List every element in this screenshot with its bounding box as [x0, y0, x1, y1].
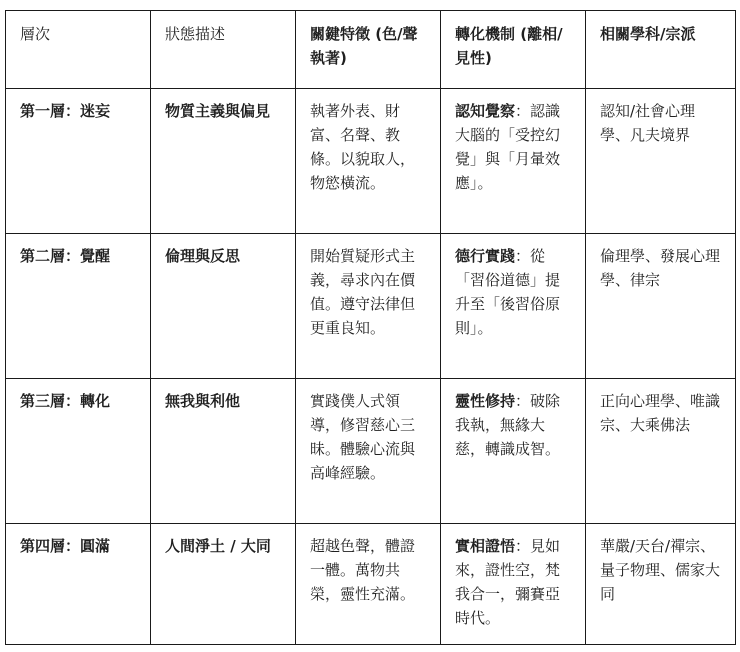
- features-cell: 超越色聲，體證一體。萬物共榮，靈性充滿。: [296, 524, 441, 645]
- disciplines-cell: 認知/社會心理學、凡夫境界: [586, 89, 736, 234]
- level-cell: 第四層：圓滿: [6, 524, 151, 645]
- mechanism-cell: [441, 234, 586, 379]
- level-cell: 第二層：覺醒: [6, 234, 151, 379]
- mechanism-text: ：破除我執，無緣大慈，轉識成智。: [455, 392, 561, 458]
- disciplines-cell: 華嚴/天台/禪宗、量子物理、儒家大同: [586, 524, 736, 645]
- mechanism-title: 實相證悟: [455, 537, 516, 555]
- mechanism-text: ：認識大腦的「受控幻覺」與「月暈效應」。: [455, 102, 561, 192]
- mechanism-title: 靈性修持: [455, 392, 516, 410]
- mechanism-text: ：從「習俗道德」提升至「後習俗原則」。: [455, 247, 561, 337]
- table-row: [6, 234, 736, 379]
- mechanism-title: 德行實踐: [455, 247, 516, 265]
- table-row: [6, 379, 736, 524]
- state-cell: 物質主義與偏見: [151, 89, 296, 234]
- features-cell: 實踐僕人式領導，修習慈心三昧。體驗心流與高峰經驗。: [296, 379, 441, 524]
- header-disciplines: 相關學科/宗派: [586, 11, 736, 89]
- header-features: 關鍵特徵 (色/聲執著): [296, 11, 441, 89]
- features-cell: 開始質疑形式主義，尋求內在價值。遵守法律但更重良知。: [296, 234, 441, 379]
- disciplines-cell: 倫理學、發展心理學、律宗: [586, 234, 736, 379]
- state-cell: 無我與利他: [151, 379, 296, 524]
- mechanism-cell: [441, 524, 586, 645]
- state-cell: 人間淨土 / 大同: [151, 524, 296, 645]
- mechanism-cell: [441, 89, 586, 234]
- mechanism-title: 認知覺察: [455, 102, 516, 120]
- mechanism-text: ：見如來，證性空，梵我合一，彌賽亞時代。: [455, 537, 561, 627]
- header-state: 狀態描述: [151, 11, 296, 89]
- table-header-row: [6, 11, 736, 89]
- table-row: [6, 524, 736, 645]
- level-cell: 第一層：迷妄: [6, 89, 151, 234]
- disciplines-cell: 正向心理學、唯識宗、大乘佛法: [586, 379, 736, 524]
- features-cell: 執著外表、財富、名聲、教條。以貌取人，物慾橫流。: [296, 89, 441, 234]
- state-cell: 倫理與反思: [151, 234, 296, 379]
- header-mechanism: 轉化機制 (離相/見性): [441, 11, 586, 89]
- header-level: 層次: [6, 11, 151, 89]
- levels-table: [5, 10, 736, 645]
- table-row: [6, 89, 736, 234]
- mechanism-cell: [441, 379, 586, 524]
- level-cell: 第三層：轉化: [6, 379, 151, 524]
